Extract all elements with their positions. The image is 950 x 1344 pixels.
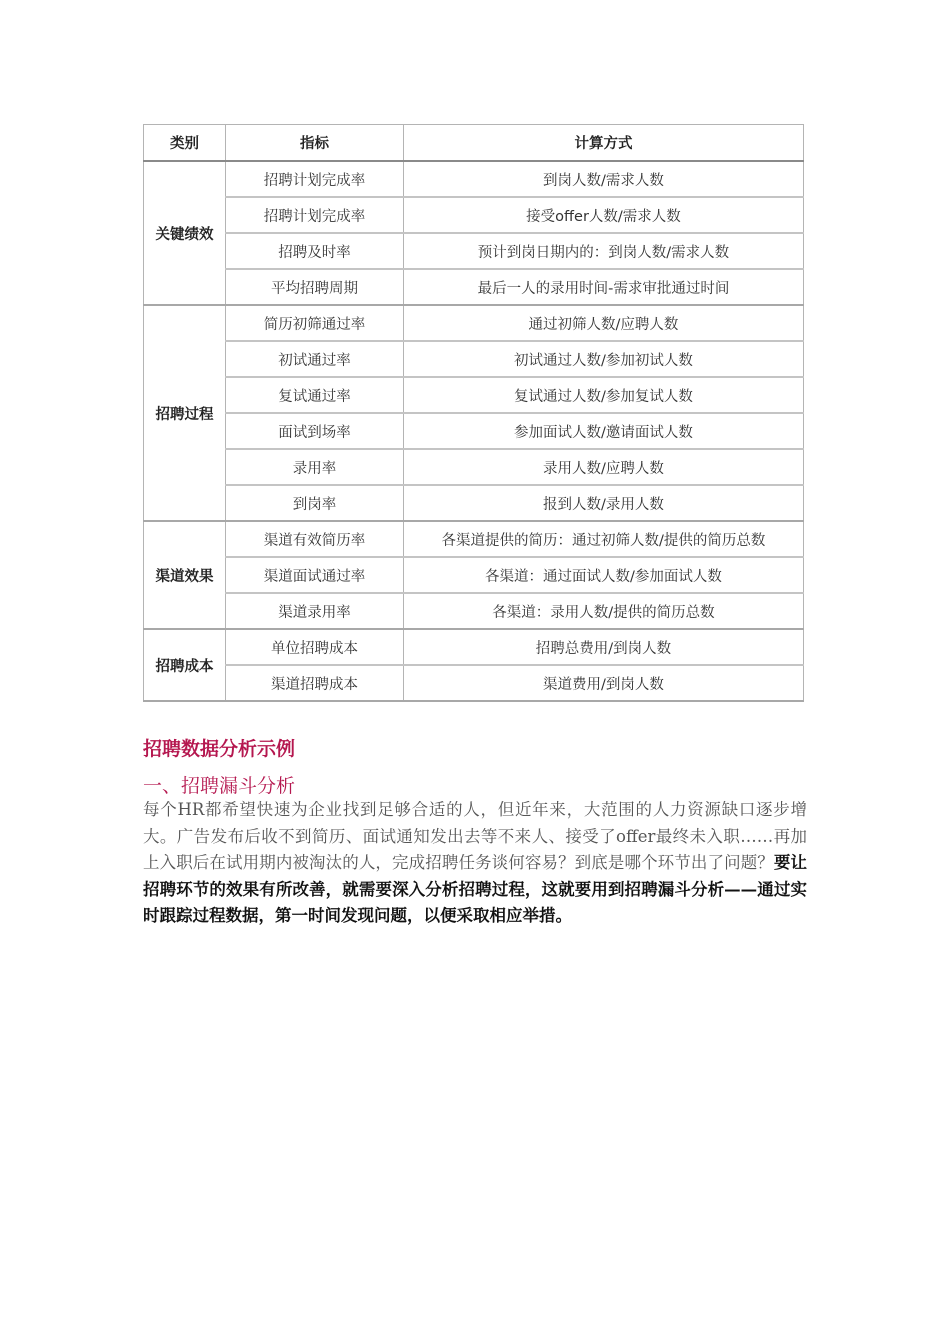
- table-row: [144, 269, 804, 305]
- header-category: 类别: [144, 125, 226, 162]
- metric-cell: 招聘计划完成率: [226, 161, 404, 197]
- header-metric: 指标: [226, 125, 404, 162]
- formula-cell: 通过初筛人数/应聘人数: [404, 305, 804, 341]
- metric-cell: 单位招聘成本: [226, 629, 404, 665]
- formula-cell: 各渠道：录用人数/提供的简历总数: [404, 593, 804, 629]
- formula-cell: 录用人数/应聘人数: [404, 449, 804, 485]
- table-row: [144, 233, 804, 269]
- formula-cell: 报到人数/录用人数: [404, 485, 804, 521]
- formula-cell: 预计到岗日期内的：到岗人数/需求人数: [404, 233, 804, 269]
- table-row: [144, 521, 804, 557]
- metric-cell: 初试通过率: [226, 341, 404, 377]
- table-row: [144, 485, 804, 521]
- table-row: [144, 197, 804, 233]
- metric-cell: 复试通过率: [226, 377, 404, 413]
- metric-cell: 平均招聘周期: [226, 269, 404, 305]
- table-row: [144, 557, 804, 593]
- table-row: [144, 305, 804, 341]
- paragraph-emphasis-text: 要让招聘环节的效果有所改善，就需要深入分析招聘过程，这就要用到招聘漏斗分析——通过实时跟踪过程数据，第一时间发现问题，以便采取相应举措。: [143, 853, 808, 925]
- category-cell: 招聘过程: [144, 305, 226, 521]
- table-row: [144, 377, 804, 413]
- paragraph-normal-text: 每个HR都希望快速为企业找到足够合适的人，但近年来，大范围的人力资源缺口逐步增大。广告发布后收不到简历、面试通知发出去等不来人、接受了offer最终未入职……再加上入职后在试用期内被淘汰的人，完成招聘任务谈何容易？到底是哪个环节出了问题？: [143, 800, 807, 872]
- formula-cell: 接受offer人数/需求人数: [404, 197, 804, 233]
- formula-cell: 各渠道提供的简历：通过初筛人数/提供的简历总数: [404, 521, 804, 557]
- metric-cell: 面试到场率: [226, 413, 404, 449]
- table-row: [144, 161, 804, 197]
- metric-cell: 到岗率: [226, 485, 404, 521]
- table-row: [144, 593, 804, 629]
- section-title: 招聘数据分析示例: [143, 738, 296, 760]
- metric-cell: 招聘及时率: [226, 233, 404, 269]
- table-row: [144, 629, 804, 665]
- metric-cell: 招聘计划完成率: [226, 197, 404, 233]
- formula-cell: 最后一人的录用时间-需求审批通过时间: [404, 269, 804, 305]
- subsection-title: 一、招聘漏斗分析: [143, 775, 296, 797]
- funnel-analysis-paragraph: [143, 797, 807, 930]
- table-row: [144, 449, 804, 485]
- recruitment-metrics-table: [143, 124, 804, 702]
- formula-cell: 渠道费用/到岗人数: [404, 665, 804, 701]
- metric-cell: 渠道招聘成本: [226, 665, 404, 701]
- table-row: [144, 665, 804, 701]
- table-header-row: [144, 125, 804, 162]
- formula-cell: 各渠道：通过面试人数/参加面试人数: [404, 557, 804, 593]
- category-cell: 关键绩效: [144, 161, 226, 305]
- formula-cell: 招聘总费用/到岗人数: [404, 629, 804, 665]
- category-cell: 渠道效果: [144, 521, 226, 629]
- metric-cell: 渠道有效简历率: [226, 521, 404, 557]
- metric-cell: 渠道录用率: [226, 593, 404, 629]
- metric-cell: 简历初筛通过率: [226, 305, 404, 341]
- formula-cell: 到岗人数/需求人数: [404, 161, 804, 197]
- formula-cell: 参加面试人数/邀请面试人数: [404, 413, 804, 449]
- formula-cell: 复试通过人数/参加复试人数: [404, 377, 804, 413]
- metric-cell: 渠道面试通过率: [226, 557, 404, 593]
- header-formula: 计算方式: [404, 125, 804, 162]
- formula-cell: 初试通过人数/参加初试人数: [404, 341, 804, 377]
- metric-cell: 录用率: [226, 449, 404, 485]
- category-cell: 招聘成本: [144, 629, 226, 701]
- table-row: [144, 413, 804, 449]
- table-row: [144, 341, 804, 377]
